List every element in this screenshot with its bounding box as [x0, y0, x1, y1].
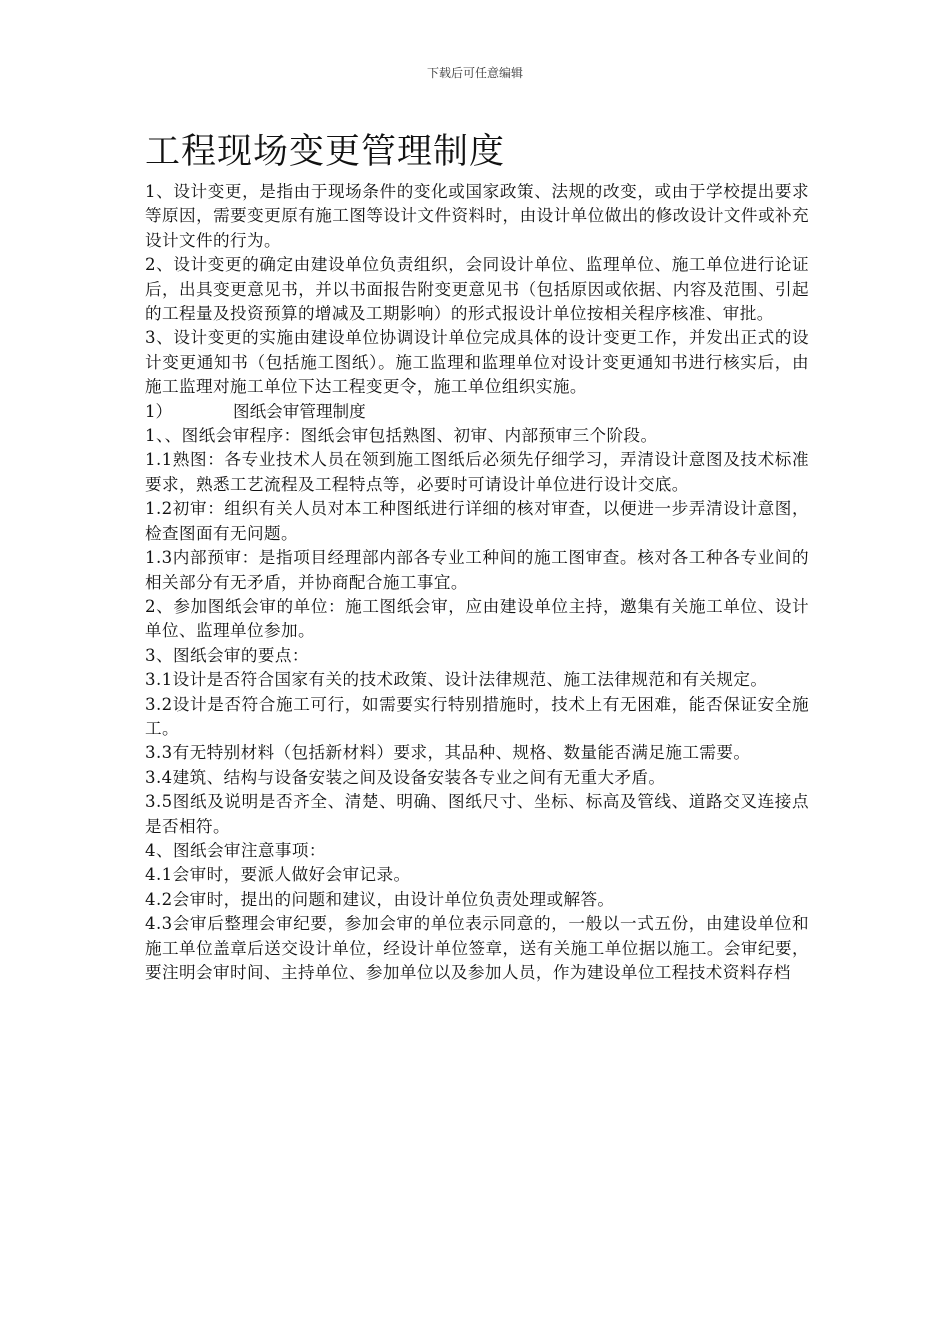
intro-paragraph-2: 2、设计变更的确定由建设单位负责组织，会同设计单位、监理单位、施工单位进行论证后，出具变更意见书，并以书面报告附变更意见书（包括原因或依据、内容及范围、引起的工程量及投资预算的增减及工期影响）的形式报设计单位按相关程序核准、审批。 — [145, 255, 809, 324]
body-paragraph: 1.1熟图：各专业技术人员在领到施工图纸后必须先仔细学习，弄清设计意图及技术标准要求，熟悉工艺流程及工程特点等，必要时可请设计单位进行设计交底。 — [145, 450, 809, 494]
body-paragraph: 1、、图纸会审程序：图纸会审包括熟图、初审、内部预审三个阶段。 — [145, 426, 658, 446]
body-paragraph: 3、图纸会审的要点： — [145, 645, 309, 665]
body-paragraph: 1.3内部预审：是指项目经理部内部各专业工种间的施工图审查。核对各工种各专业间的相关部分有无矛盾，并协商配合施工事宜。 — [145, 548, 809, 592]
body-paragraph: 4、图纸会审注意事项： — [145, 840, 326, 860]
intro-paragraph-3: 3、设计变更的实施由建设单位协调设计单位完成具体的设计变更工作，并发出正式的设计变更通知书（包括施工图纸）。施工监理和监理单位对设计变更通知书进行核实后，由施工监理对施工单位下达工程变更令，施工单位组织实施。 — [145, 328, 809, 397]
body-paragraph: 4.1会审时，要派人做好会审记录。 — [145, 865, 411, 885]
body-paragraph: 3.5图纸及说明是否齐全、清楚、明确、图纸尺寸、坐标、标高及管线、道路交叉连接点是否相符。 — [145, 792, 809, 836]
document-body — [145, 126, 809, 985]
body-paragraph: 3.4建筑、结构与设备安装之间及设备安装各专业之间有无重大矛盾。 — [145, 767, 666, 787]
body-paragraph: 3.2设计是否符合施工可行，如需要实行特别措施时，技术上有无困难，能否保证安全施工。 — [145, 694, 809, 738]
body-paragraph: 3.3有无特别材料（包括新材料）要求，其品种、规格、数量能否满足施工需要。 — [145, 743, 751, 763]
section-number: 1） — [145, 401, 173, 421]
body-paragraph: 3.1设计是否符合国家有关的技术政策、设计法律规范、施工法律规范和有关规定。 — [145, 670, 768, 690]
header-note: 下载后可任意编辑 — [426, 66, 523, 80]
body-paragraph: 4.2会审时，提出的问题和建议，由设计单位负责处理或解答。 — [145, 889, 615, 909]
section-heading — [145, 400, 809, 424]
intro-paragraph-1: 1、设计变更，是指由于现场条件的变化或国家政策、法规的改变，或由于学校提出要求等原因，需要变更原有施工图等设计文件资料时，由设计单位做出的修改设计文件或补充设计文件的行为。 — [145, 182, 809, 250]
body-paragraph: 1.2初审：组织有关人员对本工种图纸进行详细的核对审查，以便进一步弄清设计意图，检查图面有无问题。 — [145, 499, 809, 543]
body-paragraph: 2、参加图纸会审的单位：施工图纸会审，应由建设单位主持，邀集有关施工单位、设计单位、监理单位参加。 — [145, 596, 809, 641]
section-title: 图纸会审管理制度 — [233, 401, 366, 421]
document-title: 工程现场变更管理制度 — [145, 132, 506, 172]
body-paragraph: 4.3会审后整理会审纪要，参加会审的单位表示同意的，一般以一式五份，由建设单位和施工单位盖章后送交设计单位，经设计单位签章，送有关施工单位据以施工。会审纪要，要注明会审时间、主持单位、参加单位以及参加人员，作为建设单位工程技术资料存档 — [145, 914, 809, 982]
